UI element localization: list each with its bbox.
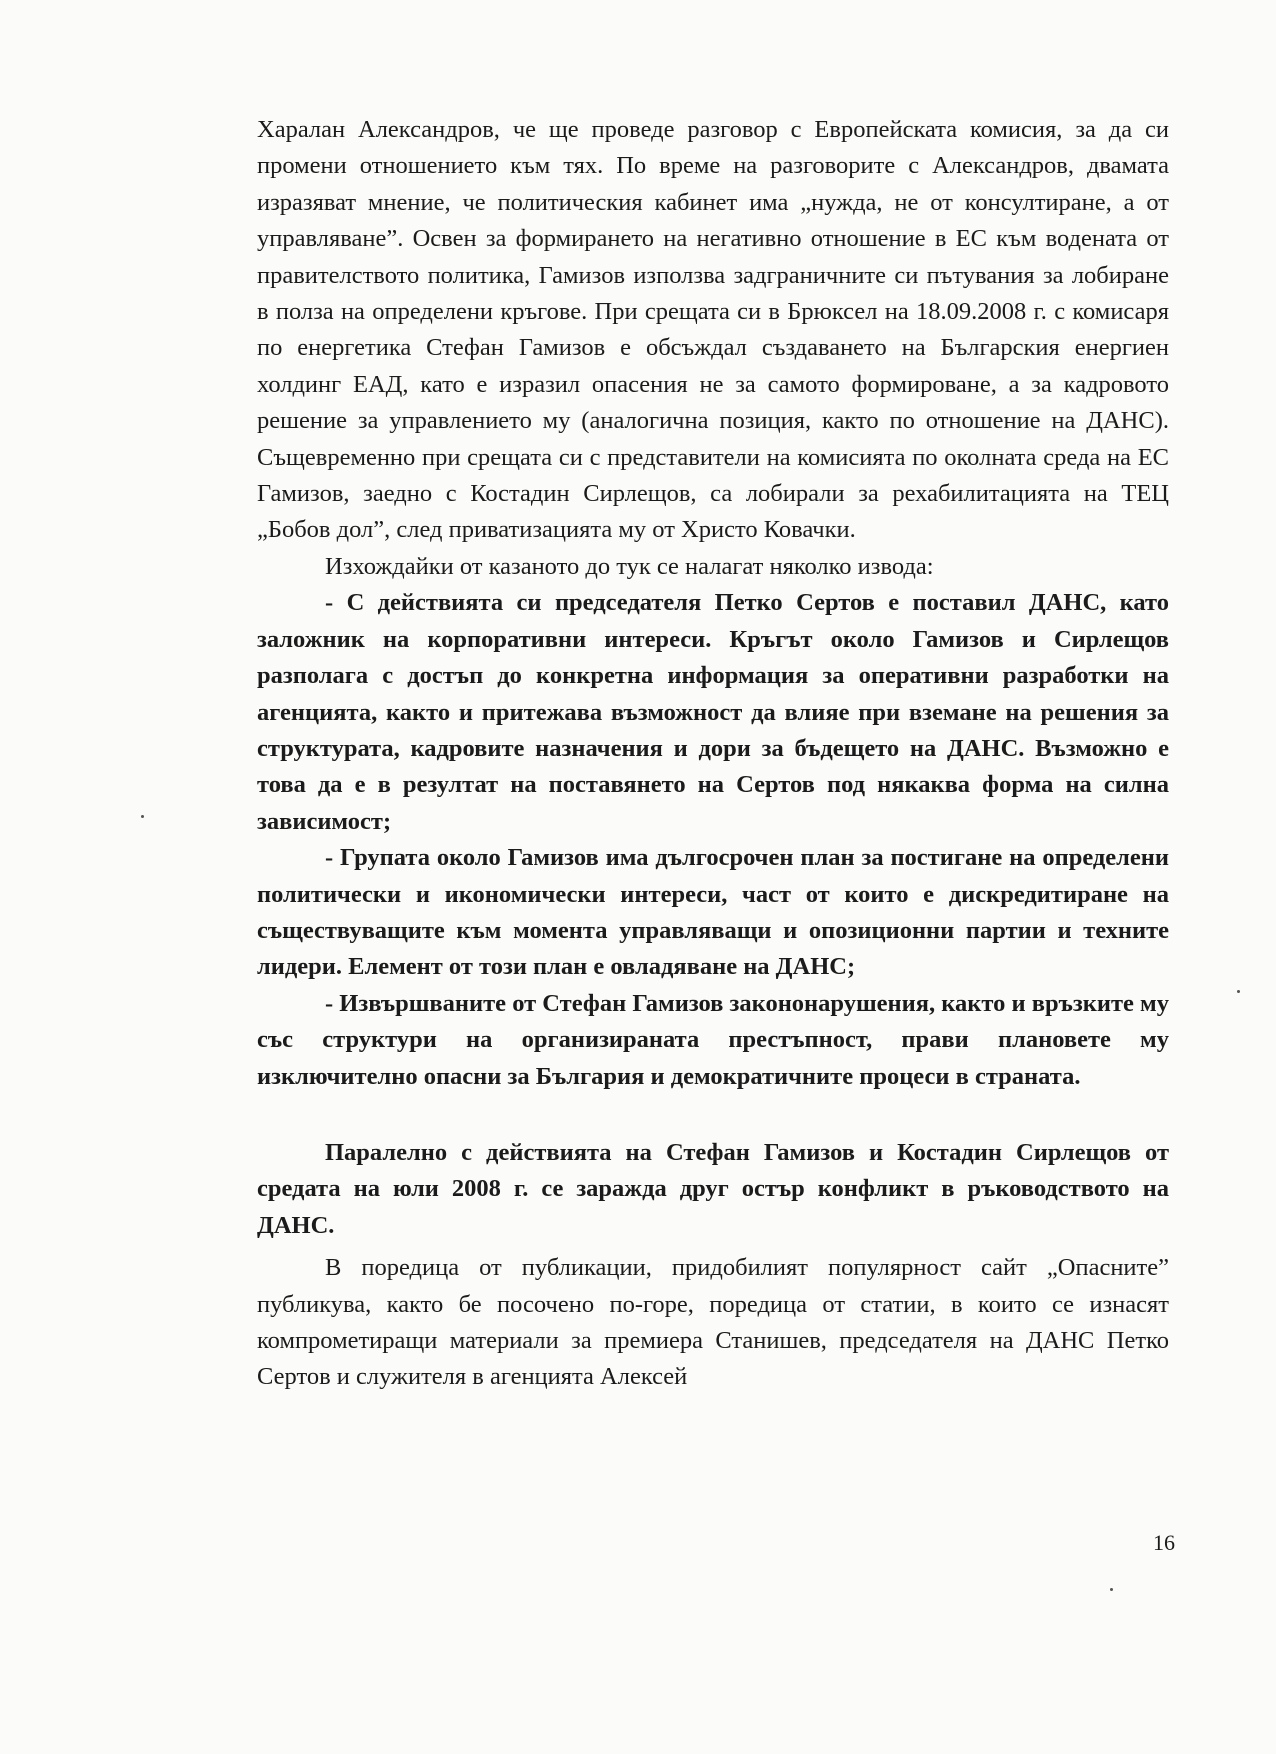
page-number: 16	[1153, 1530, 1175, 1555]
scan-speck	[141, 815, 144, 818]
conclusion-item-2: - Групата около Гамизов има дългосрочен план за постигане на определени политически и икономически интереси, част от които е дискредитиране на съществуващите към момента управляващи и опозиционни партии и техните лидери. Елемент от този план е овладяване на ДАНС;	[257, 844, 1169, 981]
document-body	[257, 112, 1169, 1396]
paragraph-continuation: Харалан Александров, че ще проведе разговор с Европейската комисия, за да си промени отношението към тях. По време на разговорите с Александров, двамата изразяват мнение, че политическия кабинет има „нужда, не от консултиране, а от управляване”. Освен за формирането на негативно отношение в ЕС към водената от правителството политика, Гамизов използва задграничните си пътувания за лобиране в полза на определени кръгове. При срещата си в Брюксел на 18.09.2008 г. с комисаря по енергетика Стефан Гамизов е обсъждал създаването на Българския енергиен холдинг ЕАД, като е изразил опасения не за самото формироване, а за кадровото решение за управлението му (аналогична позиция, както по отношение на ДАНС). Същевременно при срещата си с представители на комисията по околната среда на ЕС Гамизов, заедно с Костадин Сирлещов, са лобирали за рехабилитацията на ТЕЦ „Бобов дол”, след приватизацията му от Христо Ковачки.	[257, 116, 1169, 544]
section-heading: Паралелно с действията на Стефан Гамизов и Костадин Сирлещов от средата на юли 2008 г. се заражда друг остър конфликт в ръководството на ДАНС.	[257, 1138, 1169, 1239]
conclusion-item-3: - Извършваните от Стефан Гамизов закононарушения, както и връзките му със структури на организираната престъпност, прави плановете му изключително опасни за България и демократичните процеси в страната.	[257, 989, 1169, 1090]
conclusion-item-1: - С действията си председателя Петко Сертов е поставил ДАНС, като заложник на корпоративни интереси. Кръгът около Гамизов и Сирлещов разполага с достъп до конкретна информация за оперативни разработки на агенцията, както и притежава възможност да влияе при вземане на решения за структурата, кадровите назначения и дори за бъдещето на ДАНС. Възможно е това да е в резултат на поставянето на Сертов под някаква форма на силна зависимост;	[257, 589, 1169, 835]
scan-speck	[1110, 1588, 1113, 1591]
paragraph-publications: В поредица от публикации, придобилият популярност сайт „Опасните” публикува, както бе посочено по-горе, поредица от статии, в които се изнасят компрометиращи материали за премиера Станишев, председателя на ДАНС Петко Сертов и служителя в агенцията Алексей	[257, 1254, 1169, 1391]
paragraph-conclusions-intro: Изхождайки от казаното до тук се налагат няколко извода:	[325, 552, 934, 580]
scan-speck	[1237, 990, 1240, 993]
